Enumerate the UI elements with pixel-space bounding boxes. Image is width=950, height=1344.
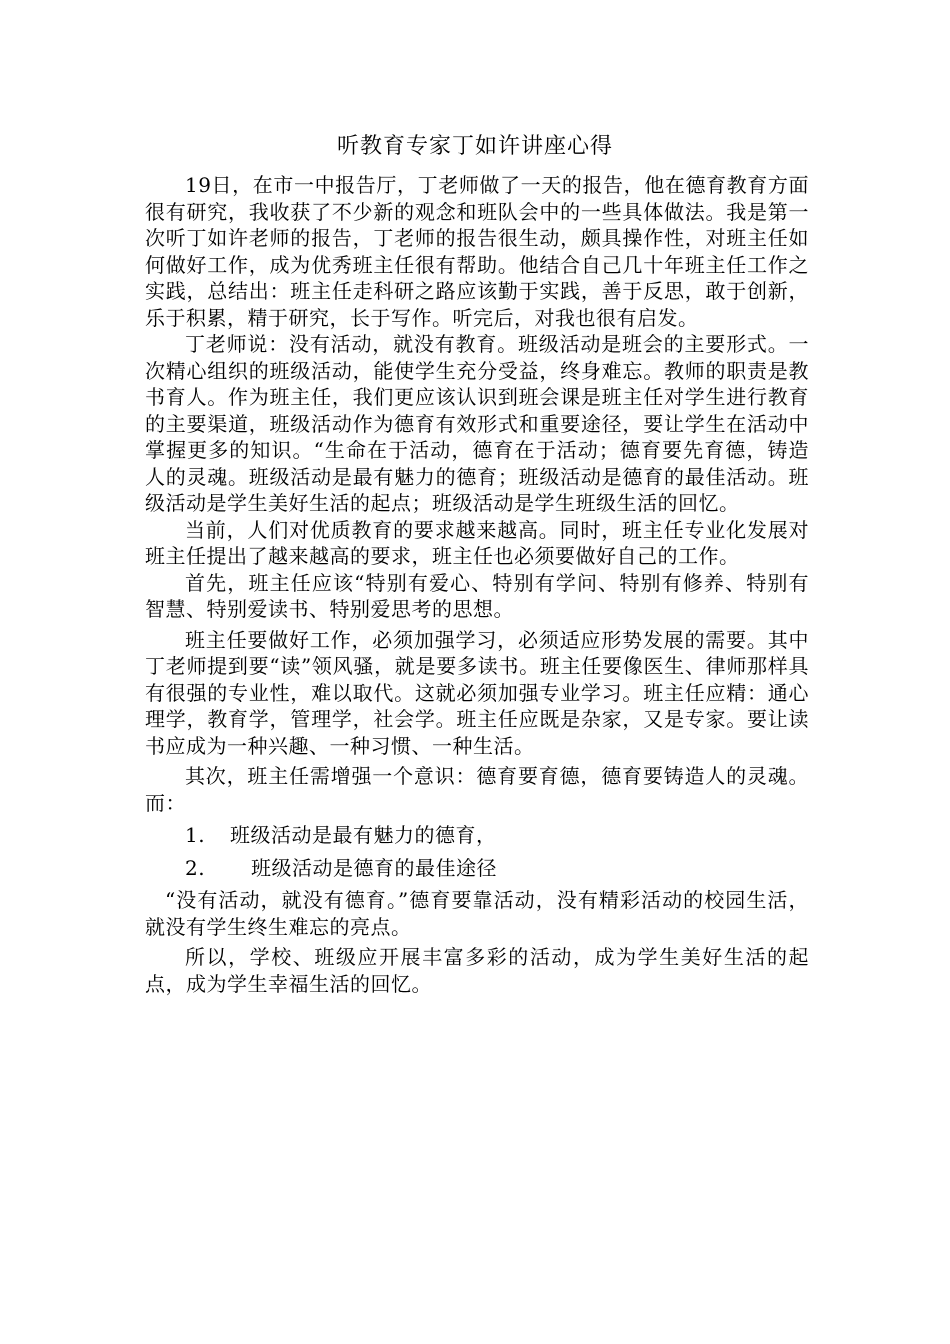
list-text: 班级活动是最有魅力的德育， — [230, 823, 497, 847]
paragraph-6: 其次，班主任需增强一个意识：德育要育德，德育要铸造人的灵魂。而： — [145, 764, 809, 815]
document-body — [145, 172, 809, 997]
paragraph-2: 丁老师说：没有活动，就没有教育。班级活动是班会的主要形式。一次精心组织的班级活动，能使学生充分受益，终身难忘。教师的职责是教书育人。作为班主任，我们更应该认识到班会课是班主任对学生进行教育的主要渠道，班级活动作为德育有效形式和重要途径，要让学生在活动中掌握更多的知识。“生命在于活动，德育在于活动；德育要先育德，铸造人的灵魂。班级活动是最有魅力的德育；班级活动是德育的最佳活动。班级活动是学生美好生活的起点；班级活动是学生班级生活的回忆。 — [145, 332, 809, 515]
list-number: 1. — [185, 823, 206, 847]
list-text: 班级活动是德育的最佳途径 — [251, 855, 497, 880]
list-item-1 — [145, 822, 809, 849]
paragraph-1: 19日，在市一中报告厅，丁老师做了一天的报告，他在德育教育方面很有研究，我收获了不少新的观念和班队会中的一些具体做法。我是第一次听丁如许老师的报告，丁老师的报告很生动，颇具操作性，对班主任如何做好工作，成为优秀班主任很有帮助。他结合自己几十年班主任工作之实践，总结出：班主任走科研之路应该勤于实践，善于反思，敢于创新，乐于积累，精于研究，长于写作。听完后，对我也很有启发。 — [145, 173, 809, 330]
paragraph-8: 所以，学校、班级应开展丰富多彩的活动，成为学生美好生活的起点，成为学生幸福生活的回忆。 — [145, 945, 809, 996]
document-title: 听教育专家丁如许讲座心得 — [336, 134, 613, 159]
list-item-2 — [145, 855, 809, 882]
paragraph-3: 当前，人们对优质教育的要求越来越高。同时，班主任专业化发展对班主任提出了越来越高的要求，班主任也必须要做好自己的工作。 — [145, 517, 809, 568]
paragraph-5: 班主任要做好工作，必须加强学习，必须适应形势发展的需要。其中丁老师提到要“读”领风骚，就是要多读书。班主任要像医生、律师那样具有很强的专业性，难以取代。这就必须加强专业学习。班主任应精：通心理学，教育学，管理学，社会学。班主任应既是杂家，又是专家。要让读书应成为一种兴趣、一种习惯、一种生活。 — [145, 627, 809, 758]
list-number: 2. — [185, 855, 206, 880]
paragraph-7: “没有活动，就没有德育。”德育要靠活动，没有精彩活动的校园生活，就没有学生终生难忘的亮点。 — [145, 888, 809, 939]
paragraph-4: 首先，班主任应该“特别有爱心、特别有学问、特别有修养、特别有智慧、特别爱读书、特别爱思考的思想。 — [145, 570, 809, 621]
